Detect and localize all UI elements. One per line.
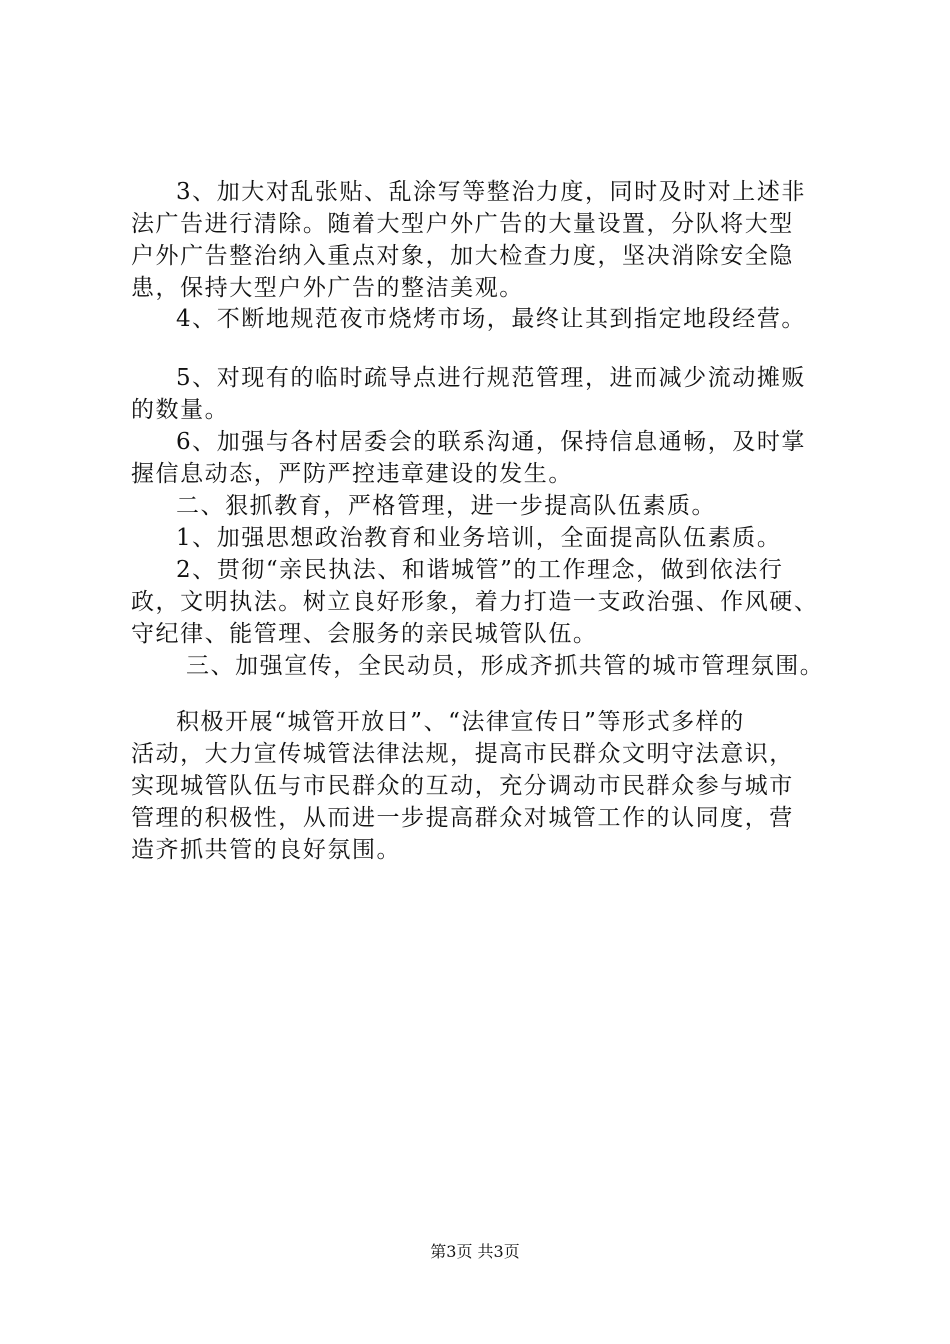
section-heading: 二、狠抓教育，严格管理，进一步提高队伍素质。: [176, 493, 717, 519]
section-heading: 三、加强宣传，全民动员，形成齐抓共管的城市管理氛围。: [186, 653, 825, 679]
text-line: 1、加强思想政治教育和业务培训，全面提高队伍素质。: [176, 525, 782, 551]
text-line: 2、贯彻“亲民执法、和谐城管”的工作理念，做到依法行: [176, 557, 784, 583]
text-line: 6、加强与各村居委会的联系沟通，保持信息通畅，及时掌: [176, 429, 806, 455]
text-line: 5、对现有的临时疏导点进行规范管理，进而减少流动摊贩: [176, 365, 806, 391]
text-line: 守纪律、能管理、会服务的亲民城管队伍。: [131, 621, 598, 647]
page-number-footer: 第3页 共3页: [430, 1242, 520, 1261]
text-line: 积极开展“城管开放日”、“法律宣传日”等形式多样的: [176, 709, 745, 735]
text-line: 造齐抓共管的良好氛围。: [131, 837, 402, 863]
text-line: 活动，大力宣传城管法律法规，提高市民群众文明守法意识，: [131, 741, 794, 767]
text-line: 管理的积极性，从而进一步提高群众对城管工作的认同度，营: [131, 805, 794, 831]
text-line: 户外广告整治纳入重点对象，加大检查力度，坚决消除安全隐: [131, 243, 794, 269]
text-line: 3、加大对乱张贴、乱涂写等整治力度，同时及时对上述非: [176, 179, 806, 205]
text-line: 的数量。: [131, 397, 230, 423]
text-line: 4、不断地规范夜市烧烤市场，最终让其到指定地段经营。: [176, 306, 806, 332]
text-line: 法广告进行清除。随着大型户外广告的大量设置，分队将大型: [131, 211, 794, 237]
text-line: 实现城管队伍与市民群众的互动，充分调动市民群众参与城市: [131, 773, 794, 799]
text-line: 政，文明执法。树立良好形象，着力打造一支政治强、作风硬、: [131, 589, 819, 615]
text-line: 患，保持大型户外广告的整洁美观。: [131, 275, 524, 301]
text-line: 握信息动态，严防严控违章建设的发生。: [131, 461, 573, 487]
